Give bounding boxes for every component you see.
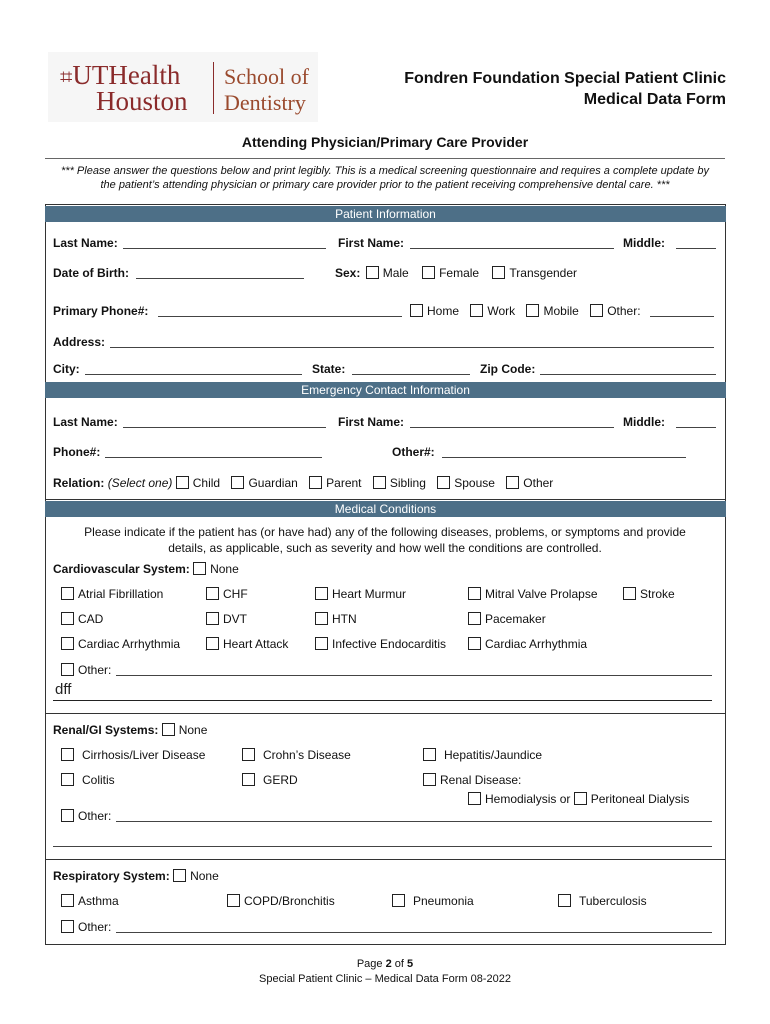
resp-header (53, 869, 219, 883)
heart-murmur-label: Heart Murmur (332, 587, 407, 601)
copd-checkbox[interactable] (227, 894, 240, 907)
resp-other-label: Other: (78, 920, 112, 934)
page-prefix: Page (356, 958, 383, 970)
cardio-item (61, 637, 180, 651)
phone-home-label: Home (427, 304, 460, 318)
dialysis-options (468, 792, 689, 806)
relation-child-checkbox[interactable] (176, 476, 189, 489)
ec-other-label: Other#: (392, 445, 435, 459)
resp-item (61, 894, 119, 908)
renal-disease-checkbox[interactable] (423, 773, 436, 786)
crohns-label: Crohn’s Disease (263, 748, 351, 762)
relation-parent-checkbox[interactable] (309, 476, 322, 489)
state-label: State: (312, 362, 346, 376)
page-total: 5 (407, 958, 414, 970)
patient-last-name-field[interactable] (123, 248, 326, 249)
pneumonia-label: Pneumonia (413, 894, 474, 908)
peritoneal-dialysis-label: Peritoneal Dialysis (590, 792, 690, 806)
divider (45, 859, 726, 860)
renal-label: Renal/GI Systems: (53, 723, 159, 737)
instructions-line2: the patient’s attending physician or primary care provider prior to the patient receiving comprehensive dental care. *** (100, 179, 670, 191)
page-of: of (394, 958, 404, 970)
asthma-label: Asthma (78, 894, 119, 908)
phone-work-checkbox[interactable] (470, 304, 483, 317)
cardio-other-value[interactable]: dff (55, 681, 72, 698)
resp-item (392, 894, 474, 908)
hepatitis-label: Hepatitis/Jaundice (444, 748, 543, 762)
renal-none-label: None (178, 723, 208, 737)
address-label: Address: (53, 335, 106, 349)
medical-intro-line1: Please indicate if the patient has (or have had) any of the following diseases, problems, or symptoms and provide (84, 525, 686, 539)
cardiac-arrhythmia-label: Cardiac Arrhythmia (78, 637, 181, 651)
patient-first-name-field[interactable] (410, 248, 614, 249)
phone-home-checkbox[interactable] (410, 304, 423, 317)
dob-label: Date of Birth: (53, 266, 129, 280)
relation-spouse-label: Spouse (454, 476, 495, 490)
resp-other-field[interactable] (116, 932, 712, 933)
phone-mobile-label: Mobile (543, 304, 579, 318)
relation-sibling-checkbox[interactable] (373, 476, 386, 489)
divider (45, 713, 726, 714)
primary-phone-label: Primary Phone#: (53, 304, 149, 318)
renal-disease-label: Renal Disease: (440, 773, 522, 787)
zip-label: Zip Code: (480, 362, 536, 376)
cardio-item (315, 637, 446, 651)
asthma-checkbox[interactable] (61, 894, 74, 907)
logo-cross-icon: ⌗ (60, 64, 73, 89)
chf-checkbox[interactable] (206, 587, 219, 600)
renal-other-field[interactable] (116, 821, 712, 822)
ec-middle-label: Middle: (623, 415, 665, 429)
heart-murmur-checkbox[interactable] (315, 587, 328, 600)
state-field[interactable] (352, 374, 470, 375)
ec-other-field[interactable] (442, 457, 686, 458)
dvt-checkbox[interactable] (206, 612, 219, 625)
divider (45, 499, 726, 500)
cardiac-arrhythmia-2-checkbox[interactable] (468, 637, 481, 650)
hepatitis-checkbox[interactable] (423, 748, 436, 761)
ec-middle-field[interactable] (676, 427, 716, 428)
mitral-valve-prolapse-label: Mitral Valve Prolapse (485, 587, 598, 601)
form-title-line1: Fondren Foundation Special Patient Clinic (404, 70, 726, 87)
sex-transgender-label: Transgender (509, 266, 578, 280)
cardio-other (61, 663, 111, 677)
colitis-checkbox[interactable] (61, 773, 74, 786)
dvt-label: DVT (223, 612, 247, 626)
tuberculosis-label: Tuberculosis (579, 894, 647, 908)
renal-item (242, 773, 298, 787)
zip-field[interactable] (540, 374, 716, 375)
pacemaker-checkbox[interactable] (468, 612, 481, 625)
renal-other (61, 809, 111, 823)
renal-item (242, 748, 351, 762)
gerd-label: GERD (263, 773, 298, 787)
form-id: Special Patient Clinic – Medical Data Form 08-2022 (259, 973, 511, 985)
page-current: 2 (385, 958, 392, 970)
ec-phone-label: Phone#: (53, 445, 101, 459)
resp-item (558, 894, 647, 908)
cardio-none-label: None (210, 562, 239, 576)
patient-middle-field[interactable] (676, 248, 716, 249)
sex-male-label: Male (382, 266, 409, 280)
cardio-item (468, 587, 598, 601)
relation-guardian-checkbox[interactable] (231, 476, 244, 489)
resp-other-checkbox[interactable] (61, 920, 74, 933)
divider (45, 158, 725, 159)
phone-other-checkbox[interactable] (590, 304, 603, 317)
cardio-item (206, 612, 247, 626)
stroke-label: Stroke (640, 587, 675, 601)
city-field[interactable] (85, 374, 302, 375)
atrial-fibrillation-label: Atrial Fibrillation (78, 587, 164, 601)
cardio-item (468, 637, 587, 651)
cirrhosis-label: Cirrhosis/Liver Disease (82, 748, 206, 762)
resp-label: Respiratory System: (53, 869, 170, 883)
instructions-line1: *** Please answer the questions below and print legibly. This is a medical screening questionnaire and requires a complete update by (61, 165, 709, 177)
medical-intro-line2: details, as applicable, such as severity and how well the conditions are controlled. (168, 541, 602, 555)
ec-first-name-label: First Name: (338, 415, 405, 429)
renal-other-checkbox[interactable] (61, 809, 74, 822)
hemodialysis-checkbox[interactable] (468, 792, 481, 805)
sex-female-label: Female (439, 266, 480, 280)
cardiac-arrhythmia-checkbox[interactable] (61, 637, 74, 650)
renal-header (53, 723, 207, 737)
cardio-item (61, 587, 163, 601)
tuberculosis-checkbox[interactable] (558, 894, 571, 907)
primary-phone-field[interactable] (158, 316, 402, 317)
gerd-checkbox[interactable] (242, 773, 255, 786)
crohns-checkbox[interactable] (242, 748, 255, 761)
phone-work-label: Work (487, 304, 516, 318)
mitral-valve-prolapse-checkbox[interactable] (468, 587, 481, 600)
ec-phone-field[interactable] (105, 457, 322, 458)
renal-none-checkbox[interactable] (162, 723, 175, 736)
relation-other-label: Other (523, 476, 554, 490)
cirrhosis-checkbox[interactable] (61, 748, 74, 761)
relation-spouse-checkbox[interactable] (437, 476, 450, 489)
renal-item (61, 773, 115, 787)
chf-label: CHF (223, 587, 248, 601)
cardio-header (53, 562, 239, 576)
sex-group (335, 266, 577, 280)
cardio-item (315, 587, 406, 601)
copd-label: COPD/Bronchitis (244, 894, 335, 908)
relation-other-checkbox[interactable] (506, 476, 519, 489)
cardio-item (206, 587, 248, 601)
renal-item (423, 773, 521, 787)
ec-last-name-field[interactable] (123, 427, 326, 428)
logo-school-line2: Dentistry (224, 90, 306, 115)
relation-parent-label: Parent (326, 476, 362, 490)
cardio-other-field (53, 700, 712, 701)
infective-endocarditis-label: Infective Endocarditis (332, 637, 447, 651)
logo-divider (213, 62, 214, 114)
cardio-other-line (116, 675, 712, 676)
renal-other-label: Other: (78, 809, 112, 823)
resp-none-checkbox[interactable] (173, 869, 186, 882)
resp-item (227, 894, 335, 908)
renal-item (423, 748, 542, 762)
relation-sibling-label: Sibling (389, 476, 426, 490)
heart-attack-checkbox[interactable] (206, 637, 219, 650)
colitis-label: Colitis (82, 773, 115, 787)
sex-transgender-checkbox[interactable] (492, 266, 505, 279)
logo-ut-line1: ⌗UTHealth (60, 60, 181, 90)
infective-endocarditis-checkbox[interactable] (315, 637, 328, 650)
address-field[interactable] (110, 347, 714, 348)
emergency-contact-bar: Emergency Contact Information (45, 382, 726, 398)
cardiac-arrhythmia-2-label: Cardiac Arrhythmia (485, 637, 588, 651)
cardio-item (623, 587, 675, 601)
cardio-label: Cardiovascular System: (53, 562, 190, 576)
form-title-line2: Medical Data Form (583, 91, 726, 108)
phone-type-group (410, 304, 641, 318)
patient-first-name-label: First Name: (338, 236, 405, 250)
htn-label: HTN (332, 612, 357, 626)
heart-attack-label: Heart Attack (223, 637, 289, 651)
phone-mobile-checkbox[interactable] (526, 304, 539, 317)
dob-field[interactable] (136, 278, 304, 279)
ec-last-name-label: Last Name: (53, 415, 118, 429)
city-label: City: (53, 362, 80, 376)
relation-guardian-label: Guardian (248, 476, 298, 490)
cardio-item (61, 612, 103, 626)
relation-child-label: Child (192, 476, 221, 490)
resp-none-label: None (190, 869, 219, 883)
section-title: Attending Physician/Primary Care Provider (241, 134, 529, 150)
cad-checkbox[interactable] (61, 612, 74, 625)
phone-other-field[interactable] (650, 316, 714, 317)
cardio-item (315, 612, 357, 626)
logo-school-line1: School of (224, 64, 309, 89)
phone-other-label: Other: (607, 304, 641, 318)
form-box-top (45, 204, 726, 205)
cardio-other-checkbox[interactable] (61, 663, 74, 676)
stroke-checkbox[interactable] (623, 587, 636, 600)
cardio-other-label: Other: (78, 663, 112, 677)
htn-checkbox[interactable] (315, 612, 328, 625)
page-number (0, 958, 770, 970)
sex-male-checkbox[interactable] (366, 266, 379, 279)
peritoneal-dialysis-checkbox[interactable] (574, 792, 587, 805)
patient-last-name-label: Last Name: (53, 236, 118, 250)
logo-ut-line2: Houston (96, 86, 188, 116)
cardio-item (468, 612, 546, 626)
renal-other-field-2[interactable] (53, 846, 712, 847)
cad-label: CAD (78, 612, 104, 626)
ec-first-name-field[interactable] (410, 427, 614, 428)
cardio-item (206, 637, 288, 651)
pneumonia-checkbox[interactable] (392, 894, 405, 907)
sex-label: Sex: (335, 266, 361, 280)
hemodialysis-label: Hemodialysis or (485, 792, 571, 806)
relation-group (53, 476, 553, 490)
resp-other (61, 920, 111, 934)
relation-label: Relation: (53, 476, 105, 490)
form-box-bottom (45, 944, 726, 945)
relation-hint: (Select one) (107, 476, 173, 490)
medical-conditions-bar: Medical Conditions (45, 501, 726, 517)
sex-female-checkbox[interactable] (422, 266, 435, 279)
renal-item (61, 748, 205, 762)
patient-info-bar: Patient Information (45, 206, 726, 222)
cardio-none-checkbox[interactable] (193, 562, 206, 575)
pacemaker-label: Pacemaker (485, 612, 546, 626)
patient-middle-label: Middle: (623, 236, 665, 250)
atrial-fibrillation-checkbox[interactable] (61, 587, 74, 600)
